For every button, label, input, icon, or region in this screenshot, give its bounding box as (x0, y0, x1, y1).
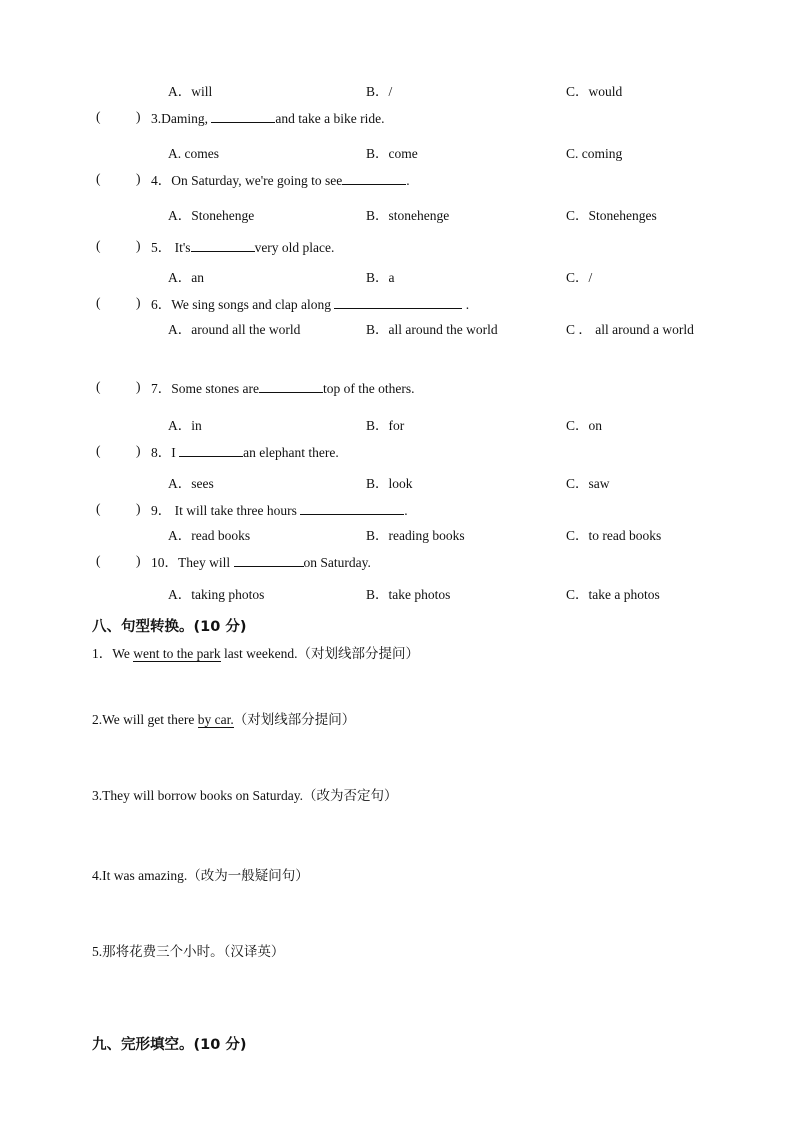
section8-item-4: 4.It was amazing.（改为一般疑问句） (92, 868, 309, 883)
q4-blank[interactable] (342, 171, 406, 185)
q7-answer-paren[interactable]: ( ) (96, 379, 141, 394)
underlined-phrase: by car. (197, 712, 234, 727)
q5-stem: 5． It's very old place. (151, 240, 335, 255)
q10-option-b: B．take photos (366, 587, 451, 602)
q8-option-b: B．look (366, 476, 413, 491)
section8-item-3: 3.They will borrow books on Saturday.（改为否定句） (92, 788, 398, 803)
q8-option-c: C．saw (566, 476, 610, 491)
q4-answer-paren[interactable]: ( ) (96, 171, 141, 186)
q3-option-b: B．come (366, 146, 418, 161)
q10-option-c: C．take a photos (566, 587, 660, 602)
section8-item-1: 1．We went to the park last weekend.（对划线部分提问） (92, 646, 419, 661)
q8-answer-paren[interactable]: ( ) (96, 443, 141, 458)
underlined-phrase: went to the park (133, 646, 221, 661)
q7-blank[interactable] (259, 379, 323, 393)
section-9-title: 九、完形填空。(10 分) (92, 1037, 247, 1053)
q3-answer-paren[interactable]: ( ) (96, 109, 141, 124)
q3-blank[interactable] (211, 109, 275, 123)
section8-item-5: 5.那将花费三个小时。（汉译英） (92, 944, 285, 959)
q9-blank[interactable] (300, 501, 404, 515)
q6-answer-paren[interactable]: ( ) (96, 295, 141, 310)
q5-option-b: B．a (366, 270, 395, 285)
q10-stem: 10．They will on Saturday. (151, 555, 371, 570)
q8-blank[interactable] (179, 443, 243, 457)
q8-stem: 8．I an elephant there. (151, 445, 339, 460)
q9-answer-paren[interactable]: ( ) (96, 501, 141, 516)
q10-option-a: A．taking photos (168, 587, 265, 602)
q6-blank[interactable] (334, 295, 462, 309)
q5-option-a: A．an (168, 270, 204, 285)
q9-option-c: C．to read books (566, 528, 662, 543)
q4-option-c: C．Stonehenges (566, 208, 657, 223)
q2-option-b: B．/ (366, 84, 393, 99)
q6-option-c: C ． all around a world (566, 322, 694, 337)
q7-option-c: C．on (566, 418, 603, 433)
q8-option-a: A．sees (168, 476, 214, 491)
q5-option-c: C．/ (566, 270, 593, 285)
q6-stem: 6．We sing songs and clap along . (151, 297, 470, 312)
q9-option-b: B．reading books (366, 528, 465, 543)
q6-option-a: A．around all the world (168, 322, 301, 337)
q3-option-c: C. coming (566, 146, 623, 161)
q6-option-b: B．all around the world (366, 322, 498, 337)
q7-option-a: A．in (168, 418, 202, 433)
section-8-title: 八、句型转换。(10 分) (92, 619, 247, 635)
q9-option-a: A．read books (168, 528, 251, 543)
q3-stem: 3.Daming, and take a bike ride. (151, 111, 385, 126)
q2-option-c: C．would (566, 84, 623, 99)
q4-stem: 4．On Saturday, we're going to see . (151, 173, 410, 188)
q7-stem: 7．Some stones are top of the others. (151, 381, 415, 396)
q10-blank[interactable] (234, 553, 304, 567)
q2-option-a: A．will (168, 84, 213, 99)
q4-option-b: B．stonehenge (366, 208, 450, 223)
q10-answer-paren[interactable]: ( ) (96, 553, 141, 568)
q4-option-a: A．Stonehenge (168, 208, 255, 223)
q5-answer-paren[interactable]: ( ) (96, 238, 141, 253)
q9-stem: 9． It will take three hours . (151, 503, 408, 518)
q3-option-a: A. comes (168, 146, 219, 161)
q5-blank[interactable] (191, 238, 255, 252)
section8-item-2: 2.We will get there by car.（对划线部分提问） (92, 712, 356, 727)
q7-option-b: B．for (366, 418, 405, 433)
